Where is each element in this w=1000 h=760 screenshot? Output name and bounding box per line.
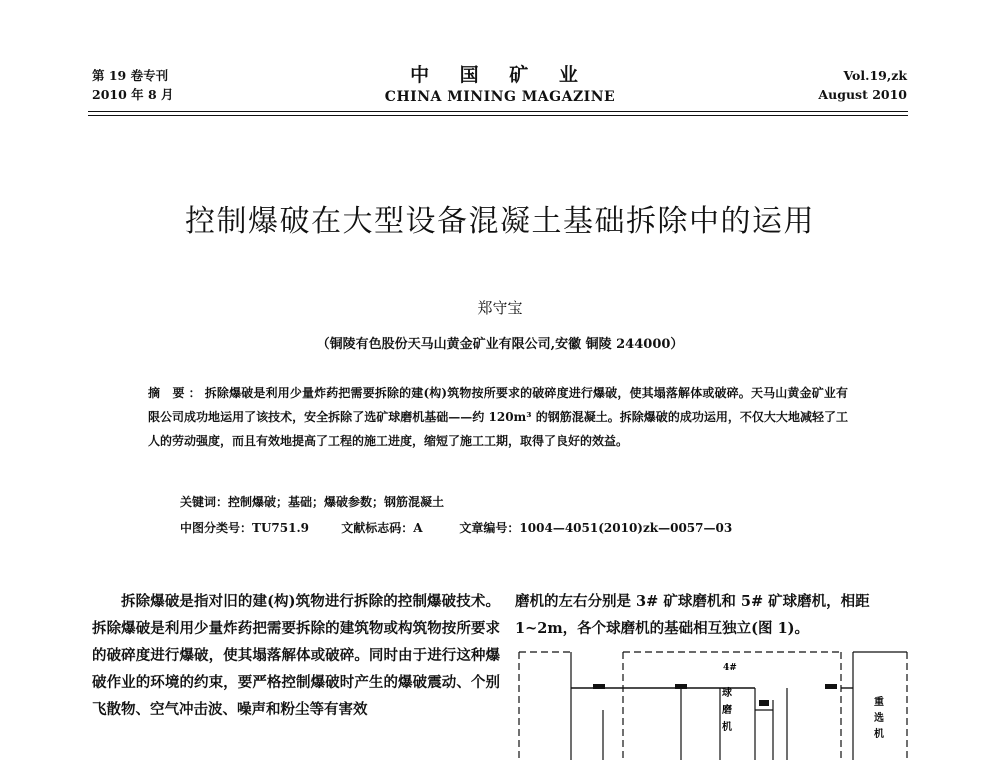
classification-line	[180, 519, 732, 536]
ball-mill-4-foundation	[571, 652, 853, 760]
body-paragraph-right: 磨机的左右分别是 3# 矿球磨机和 5# 矿球磨机，相距 1~2m，各个球磨机的基础相互独立(图 1)。	[515, 593, 870, 637]
clc-value: TU751.9	[252, 521, 309, 535]
article-no-value: 1004—4051(2010)zk—0057—03	[519, 521, 733, 535]
abstract-label: 摘 要：	[148, 386, 205, 400]
body-paragraph: 拆除爆破是指对旧的建(构)筑物进行拆除的控制爆破技术。拆除爆破是利用少量炸药把需要拆除的建筑物或构筑物按所要求的破碎度进行爆破，使其塌落解体或破碎。同时由于进行这种爆破作业的环境的约束，要严格控制爆破时产生的爆破震动、个别飞散物、空气冲击波、噪声和粉尘等有害效	[92, 593, 500, 718]
clc-label: 中图分类号：	[180, 521, 253, 535]
label-gravity-separator-char2: 选	[874, 713, 884, 724]
label-ball-mill-4: 4#	[723, 663, 737, 673]
keywords	[180, 493, 444, 510]
keywords-label: 关键词：	[180, 495, 229, 509]
journal-masthead	[300, 63, 700, 107]
article-author: 郑守宝	[477, 299, 523, 317]
journal-name-en: CHINA MINING MAGAZINE	[384, 89, 616, 105]
author-affiliation: （铜陵有色股份天马山黄金矿业有限公司,安徽 铜陵 244000）	[316, 337, 684, 352]
label-gravity-separator-char3: 机	[874, 729, 884, 740]
keywords-text: 控制爆破；基础；爆破参数；钢筋混凝土	[228, 495, 445, 509]
ball-mill-3-foundation	[519, 652, 571, 760]
publication-date-en: August 2010	[818, 87, 907, 102]
article-title: 控制爆破在大型设备混凝土基础拆除中的运用	[185, 204, 815, 239]
label-ball-mill-4-char2: 磨	[722, 705, 732, 716]
header-left	[92, 66, 174, 104]
volume-en: Vol.19,zk	[843, 68, 907, 83]
abstract-text: 拆除爆破是利用少量炸药把需要拆除的建(构)筑物按所要求的破碎度进行爆破，使其塌落解体或破碎。天马山黄金矿业有限公司成功地运用了该技术，安全拆除了选矿球磨机基础——约 120m³ 的钢筋混凝土。拆除爆破的成功运用，不仅大大地减轻了工人的劳动强度，而且有效地提高了工程的施工进度，缩短了施工工期，取得了良好的效益。	[148, 386, 848, 448]
figure-1-diagram	[515, 648, 915, 760]
publication-date-cn: 2010 年 8 月	[92, 87, 174, 102]
body-column-right	[515, 588, 910, 642]
header-rule-top	[88, 111, 908, 112]
body-column-left	[92, 588, 500, 723]
volume-issue: 第 19 卷专刊	[92, 68, 169, 83]
label-gravity-separator-char1: 重	[874, 697, 884, 708]
doc-code-value: A	[413, 521, 423, 535]
journal-name-cn: 中 国 矿 业	[410, 64, 590, 86]
header-right	[818, 66, 907, 104]
abstract	[148, 381, 848, 453]
article-no-label: 文章编号：	[459, 521, 520, 535]
header-rule-bottom	[88, 115, 908, 116]
label-ball-mill-4-char3: 机	[722, 722, 732, 733]
doc-code-label: 文献标志码：	[341, 521, 414, 535]
label-ball-mill-4-char1: 球	[722, 688, 732, 699]
